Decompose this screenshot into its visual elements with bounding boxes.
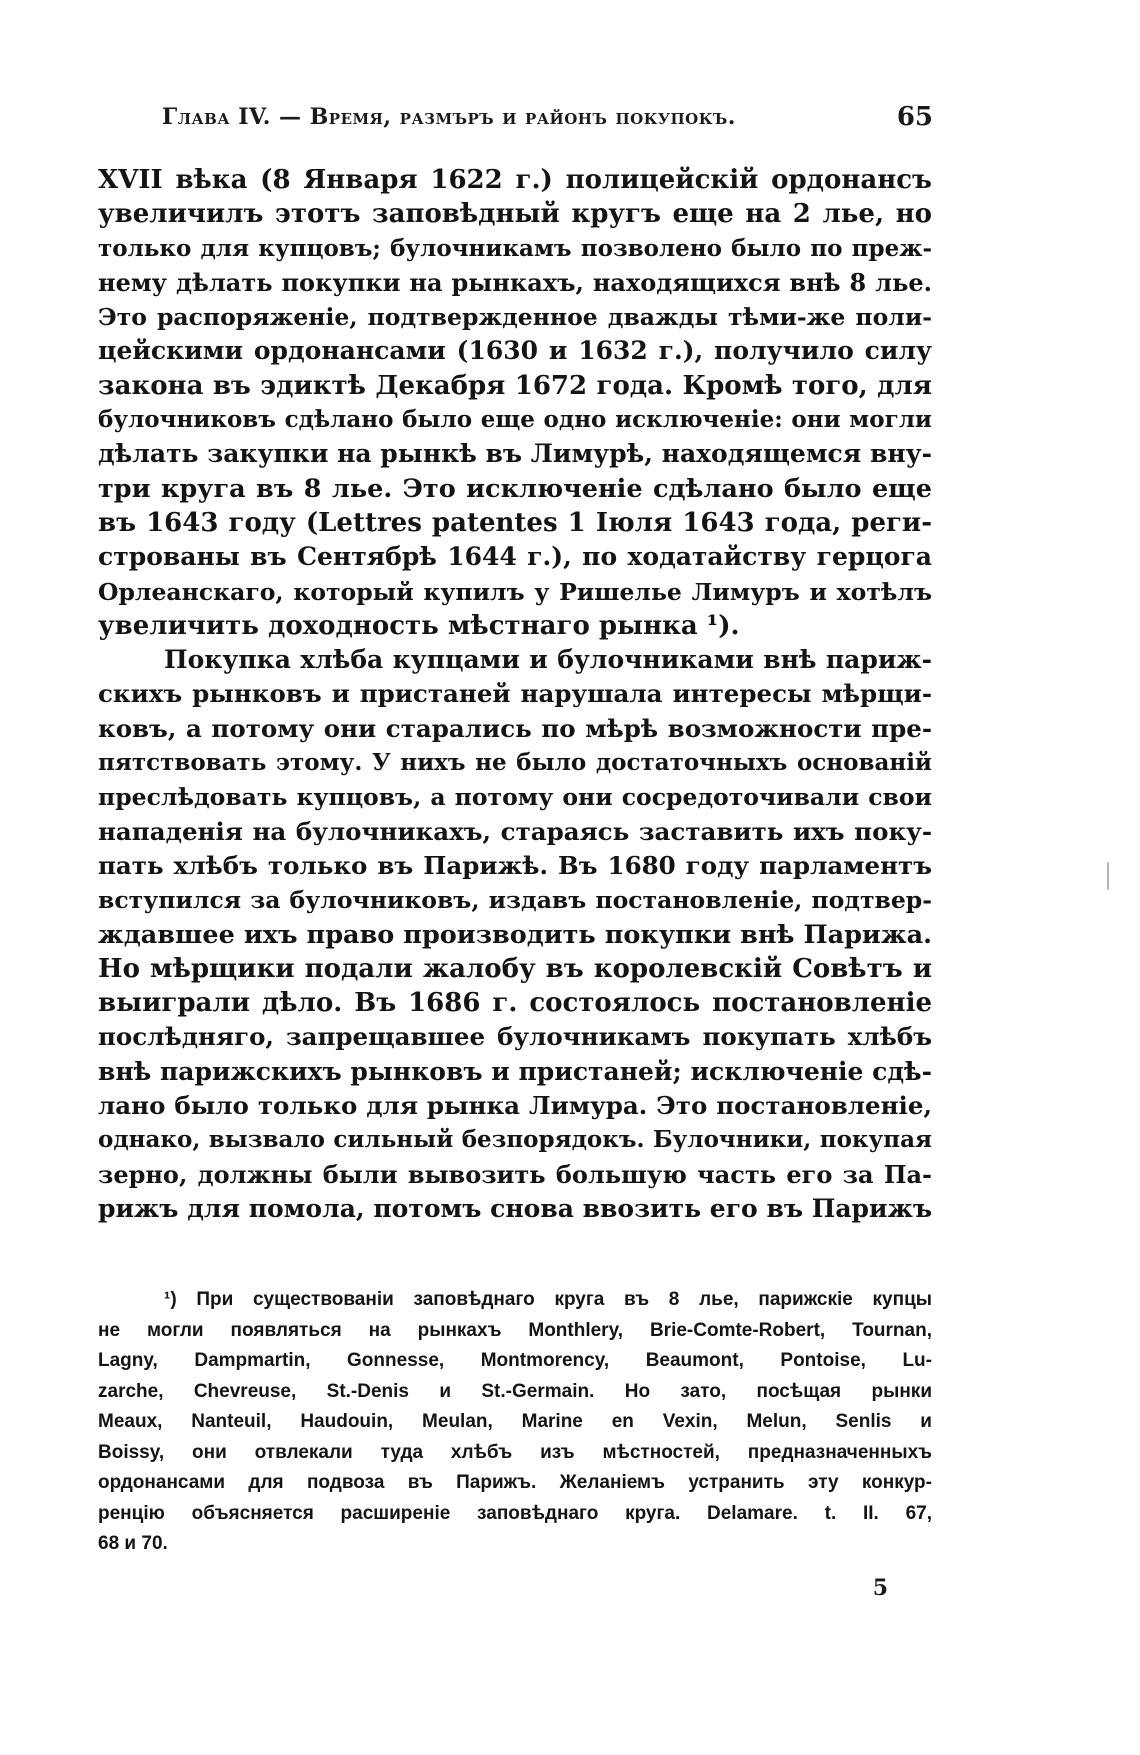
scan-margin-mark	[1107, 862, 1109, 890]
text-line: нему дѣлать покупки на рынкахъ, находящихся внѣ 8 лье.	[98, 267, 932, 297]
footnote-line: ренцію объясняется расширеніе заповѣднаго круга. Delamare. t. II. 67,	[98, 1502, 932, 1524]
text-line: внѣ парижскихъ рынковъ и пристаней; исключеніе сдѣ-	[98, 1056, 932, 1086]
footnote	[98, 1285, 932, 1560]
footnote-line: Lagny, Dampmartin, Gonnesse, Montmorency, Beaumont, Pontoise, Lu-	[98, 1350, 932, 1371]
text-line: закона въ эдиктѣ Декабря 1672 года. Кромѣ того, для	[98, 370, 932, 401]
main-text	[98, 163, 932, 1226]
text-line: строваны въ Сентябрѣ 1644 г.), по ходатайству герцога	[98, 542, 932, 572]
text-line: пятствовать этому. У нихъ не было достаточныхъ основаній	[98, 749, 932, 777]
text-line: Но мѣрщики подали жалобу въ королевскій Совѣтъ и	[98, 953, 932, 984]
text-line: скихъ рынковъ и пристаней нарушала интересы мѣрщи-	[98, 679, 932, 709]
text-line: выиграли дѣло. Въ 1686 г. состоялось постановленіе	[98, 988, 932, 1019]
text-line: рижъ для помола, потомъ снова ввозить его въ Парижъ	[98, 1193, 932, 1223]
text-line: зерно, должны были вывозить большую часть его за Па-	[98, 1159, 932, 1189]
text-line: XVII вѣка (8 Января 1622 г.) полицейскій ордонансъ	[98, 165, 932, 195]
text-line: ждавшее ихъ право производить покупки внѣ Парижа.	[98, 919, 932, 950]
footnote-line: Meaux, Nanteuil, Haudouin, Meulan, Marine en Vexin, Melun, Senlis и	[98, 1411, 932, 1432]
footnote-line: ¹) При существованіи заповѣднаго круга въ 8 лье, парижскіе купцы	[164, 1289, 932, 1310]
text-line: три круга въ 8 лье. Это исключеніе сдѣлано было еще	[98, 473, 932, 504]
text-line: цейскими ордонансами (1630 и 1632 г.), получило силу	[98, 336, 932, 366]
page-number: 65	[896, 102, 933, 132]
text-line: увеличить доходность мѣстнаго рынка ¹).	[98, 610, 740, 641]
footnote-line: zarche, Chevreuse, St.-Denis и St.-Germain. Но зато, посѣщая рынки	[98, 1380, 932, 1402]
running-title: Глава IV. — Время, размъръ и районъ покупокъ.	[162, 104, 736, 130]
text-line: только для купцовъ; булочникамъ позволено было по преж-	[98, 234, 932, 262]
text-line: пать хлѣбъ только въ Парижѣ. Въ 1680 году парламентъ	[98, 850, 932, 880]
text-line: послѣдняго, запрещавшее булочникамъ покупать хлѣбъ	[98, 1022, 932, 1052]
text-line: ковъ, а потому они старались по мѣрѣ возможности пре-	[98, 713, 932, 743]
text-line: однако, вызвало сильный безпорядокъ. Булочники, покупая	[98, 1126, 932, 1154]
footnote-line: не могли появляться на рынкахъ Monthlery, Brie-Comte-Robert, Tournan,	[98, 1319, 932, 1341]
text-line: въ 1643 году (Lettres patentes 1 Іюля 1643 года, реги-	[98, 507, 932, 538]
signature-mark: 5	[872, 1575, 888, 1601]
text-line: лано было только для рынка Лимура. Это постановленіе,	[98, 1091, 932, 1121]
text-line: Покупка хлѣба купцами и булочниками внѣ париж-	[164, 645, 932, 675]
footnote-line: ордонансами для подвоза въ Парижъ. Желаніемъ устранить эту конкур-	[98, 1472, 932, 1493]
text-line: преслѣдовать купцовъ, а потому они сосредоточивали свои	[98, 783, 932, 812]
text-line: дѣлать закупки на рынкѣ въ Лимурѣ, находящемся вну-	[98, 439, 932, 469]
text-line: вступился за булочниковъ, издавъ постановленіе, подтвер-	[98, 886, 932, 915]
footnote-line: 68 и 70.	[98, 1533, 168, 1554]
text-line: увеличилъ этотъ заповѣдный кругъ еще на 2 лье, но	[98, 199, 932, 230]
text-line: Это распоряженіе, подтвержденное дважды тѣми-же поли-	[98, 303, 932, 332]
text-line: нападенія на булочникахъ, стараясь заставить ихъ поку-	[98, 816, 932, 846]
text-line: Орлеанскаго, который купилъ у Ришелье Лимуръ и хотѣлъ	[98, 577, 932, 606]
text-line: булочниковъ сдѣлано было еще одно исключеніе: они могли	[98, 406, 932, 434]
footnote-line: Boissy, они отвлекали туда хлѣбъ изъ мѣстностей, предназначенныхъ	[98, 1441, 932, 1463]
